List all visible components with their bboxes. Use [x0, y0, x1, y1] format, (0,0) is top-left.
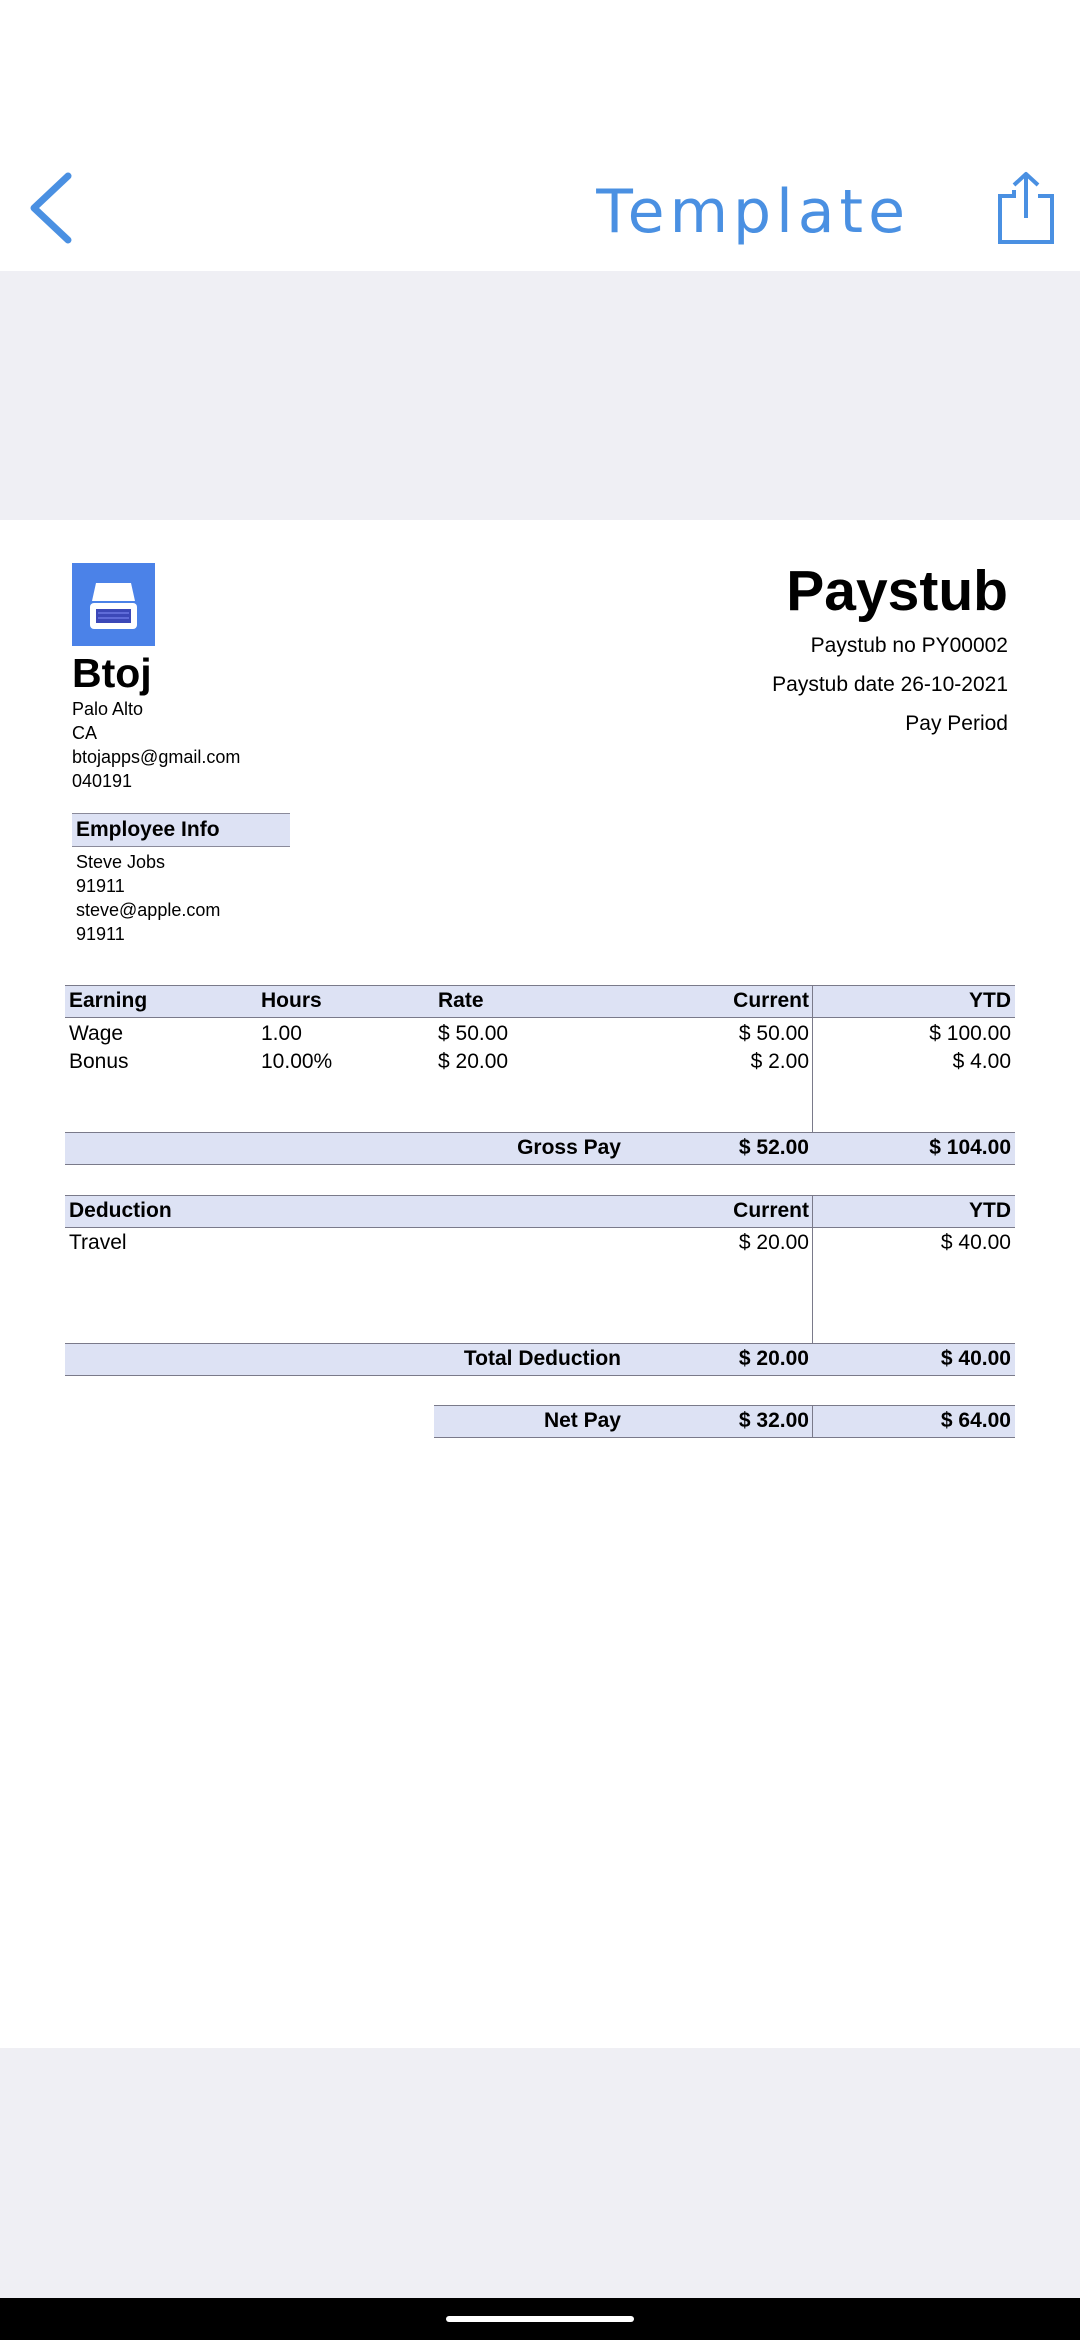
employee-name: Steve Jobs — [76, 852, 166, 872]
navigation-bar — [0, 0, 1080, 271]
employee-id: 91911 — [76, 876, 125, 896]
gross-pay-current: $ 52.00 — [738, 1136, 809, 1159]
gross-pay-ytd: $ 104.00 — [929, 1136, 1011, 1159]
company-logo — [72, 563, 155, 646]
gross-pay-label: Gross Pay — [517, 1136, 621, 1159]
company-details — [72, 697, 240, 793]
company-name: Btoj — [72, 650, 152, 696]
total-deduction-label: Total Deduction — [463, 1347, 621, 1370]
preview-background-top — [0, 271, 1080, 520]
employee-phone: 91911 — [76, 924, 125, 944]
deductions-column-divider — [812, 1195, 813, 1363]
net-pay-current: $ 32.00 — [738, 1409, 809, 1432]
table-row-wage-ytd: $ 100.00 — [929, 1022, 1011, 1045]
pay-period: Pay Period — [905, 712, 1008, 735]
net-pay-ytd: $ 64.00 — [940, 1409, 1011, 1432]
table-row-bonus-current: $ 2.00 — [750, 1050, 809, 1073]
paystub-document — [0, 520, 1080, 2048]
table-row-travel-name: Travel — [69, 1231, 127, 1254]
document-title: Paystub — [786, 559, 1008, 623]
paystub-number: Paystub no PY00002 — [810, 634, 1008, 657]
table-row-wage-current: $ 50.00 — [738, 1022, 809, 1045]
employee-details — [76, 850, 220, 946]
company-code: 040191 — [72, 771, 133, 791]
employee-email: steve@apple.com — [76, 900, 221, 920]
deductions-header-row — [65, 1195, 1015, 1228]
company-state: CA — [72, 723, 98, 743]
total-deduction-ytd: $ 40.00 — [940, 1347, 1011, 1370]
rate-column-header: Rate — [438, 989, 484, 1012]
table-row-wage-rate: $ 50.00 — [438, 1022, 509, 1045]
hours-column-header: Hours — [261, 989, 322, 1012]
table-row-bonus-rate: $ 20.00 — [438, 1050, 509, 1073]
earnings-header-row — [65, 985, 1015, 1018]
table-row-bonus-hours: 10.00% — [261, 1050, 333, 1073]
ytd-column-header: YTD — [969, 989, 1011, 1012]
earning-column-header: Earning — [69, 989, 148, 1012]
table-row-wage-hours: 1.00 — [261, 1022, 302, 1045]
deduction-ytd-header: YTD — [969, 1199, 1011, 1222]
table-row-wage-name: Wage — [69, 1022, 124, 1045]
total-deduction-current: $ 20.00 — [738, 1347, 809, 1370]
employee-info-header: Employee Info — [72, 813, 290, 847]
table-row-travel-ytd: $ 40.00 — [940, 1231, 1011, 1254]
deduction-column-header: Deduction — [69, 1199, 172, 1222]
document-meta — [772, 626, 1008, 743]
table-row-bonus-ytd: $ 4.00 — [952, 1050, 1011, 1073]
company-email: btojapps@gmail.com — [72, 747, 241, 767]
share-button[interactable] — [996, 170, 1056, 246]
page-title: Template — [596, 177, 910, 247]
current-column-header: Current — [733, 989, 809, 1012]
paystub-date: Paystub date 26-10-2021 — [772, 673, 1008, 696]
net-pay-label: Net Pay — [543, 1409, 621, 1432]
net-pay-column-divider — [812, 1405, 813, 1438]
company-city: Palo Alto — [72, 699, 144, 719]
deduction-current-header: Current — [733, 1199, 809, 1222]
preview-background-bottom — [0, 2048, 1080, 2298]
home-indicator[interactable] — [446, 2316, 634, 2322]
share-icon — [996, 170, 1056, 246]
earnings-column-divider — [812, 985, 813, 1152]
scanner-icon — [72, 563, 155, 646]
net-pay-row — [434, 1405, 1015, 1438]
table-row-travel-current: $ 20.00 — [738, 1231, 809, 1254]
table-row-bonus-name: Bonus — [69, 1050, 129, 1073]
